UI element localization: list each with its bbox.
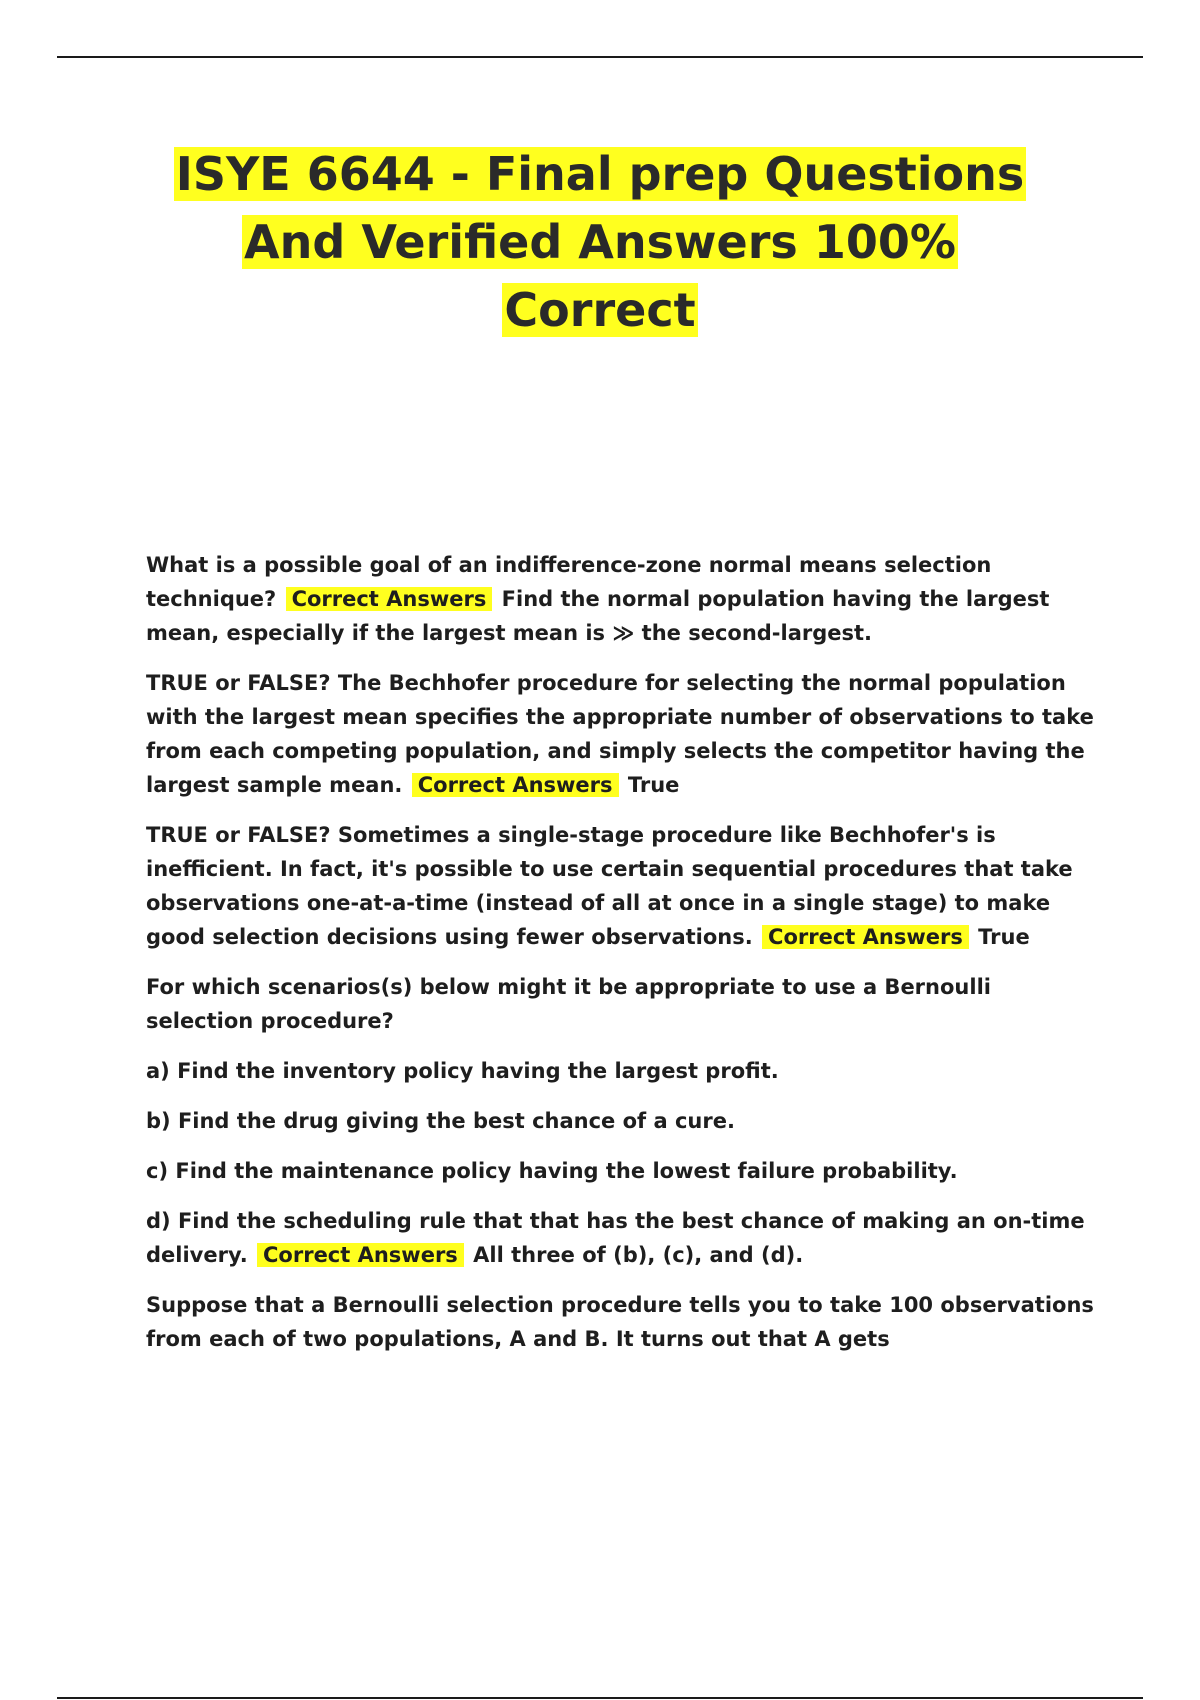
correct-answers-label: Correct Answers [257, 1243, 464, 1267]
question-1-answer: Find the normal population having the largest mean, especially if the largest mean is ≫ the second-largest. [146, 587, 1050, 645]
option-d [146, 1204, 1096, 1272]
question-1 [146, 548, 1096, 650]
question-5 [146, 1288, 1096, 1356]
title-line-2: And Verified Answers 100% [244, 215, 956, 269]
question-2-text: TRUE or FALSE? The Bechhofer procedure for selecting the normal population with the largest mean specifies the appropriate number of observations to take from each competing population, and simply selects the competitor having the largest sample mean. [146, 671, 1094, 797]
option-a: a) Find the inventory policy having the largest profit. [146, 1059, 779, 1083]
question-2 [146, 666, 1096, 802]
question-5-text: Suppose that a Bernoulli selection procedure tells you to take 100 observations from each of two populations, A and B. It turns out that A gets [146, 1293, 1094, 1351]
question-3-answer: True [978, 925, 1030, 949]
option-b: b) Find the drug giving the best chance of a cure. [146, 1109, 735, 1133]
document-title [100, 140, 1100, 344]
question-4-text: For which scenarios(s) below might it be appropriate to use a Bernoulli selection procedure? [146, 975, 991, 1033]
title-line-1: ISYE 6644 - Final prep Questions [175, 147, 1025, 201]
question-3 [146, 818, 1096, 954]
top-rule [57, 56, 1143, 58]
qa-content [146, 548, 1096, 1372]
correct-answers-label: Correct Answers [762, 925, 969, 949]
question-4-answer: All three of (b), (c), and (d). [473, 1243, 804, 1267]
correct-answers-label: Correct Answers [286, 587, 493, 611]
question-1-text: What is a possible goal of an indifference-zone normal means selection technique? [146, 553, 992, 611]
option-c: c) Find the maintenance policy having the lowest failure probability. [146, 1159, 958, 1183]
correct-answers-label: Correct Answers [412, 773, 619, 797]
question-4 [146, 970, 1096, 1038]
option-d-text: d) Find the scheduling rule that that has the best chance of making an on-time delivery. [146, 1209, 1085, 1267]
question-2-answer: True [627, 773, 680, 797]
bottom-rule [57, 1697, 1143, 1699]
question-3-text: TRUE or FALSE? Sometimes a single-stage procedure like Bechhofer's is inefficient. In fact, it's possible to use certain sequential procedures that take observations one-at-a-time (instead of all at once in a single stage) to make good selection decisions using fewer observations. [146, 823, 1073, 949]
title-line-3: Correct [504, 283, 696, 337]
